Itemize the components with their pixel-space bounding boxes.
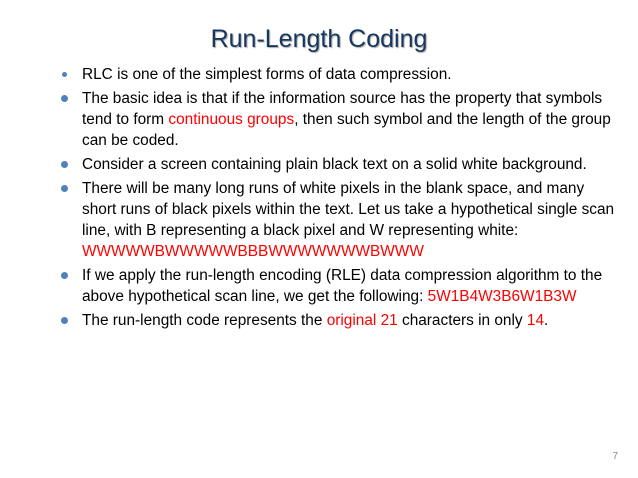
bullet-dot-icon (61, 185, 68, 192)
bullet-text: characters in only (397, 311, 527, 329)
bullet-dot-icon (61, 95, 68, 102)
bullet-text: There will be many long runs of white pixels in the blank space, and many short runs of black pixels within the text. Let us take a hypothetical single scan line, with B representing a black pixel and W representing white: (82, 179, 615, 239)
highlight-text: 14 (526, 311, 545, 329)
bullet-dot-icon (61, 161, 68, 168)
bullet-item (58, 310, 618, 331)
scan-line-text: WWWWWBWWWWWBBBWWWWWWWBWWW (82, 243, 424, 261)
bullet-item (58, 178, 618, 263)
bullet-text: If we apply the run-length encoding (RLE) data compression algorithm to the above hypothetical scan line, we get the following: (82, 266, 603, 306)
bullet-text: , then such symbol and the length of the group can be coded. (82, 110, 611, 150)
bullet-text: RLC is one of the simplest forms of data compression. (82, 66, 452, 83)
page-number: 7 (612, 451, 618, 462)
bullet-list (58, 64, 618, 333)
bullet-dot-icon (61, 272, 68, 279)
bullet-text: The basic idea is that if the information source has the property that symbols tend to form (82, 89, 603, 128)
slide-title: Run-Length Coding (210, 25, 428, 53)
bullet-text: The run-length code represents the (82, 311, 327, 329)
bullet-dot-icon (61, 317, 68, 324)
highlight-text: continuous groups (168, 110, 295, 128)
rle-code-text: 5W1B4W3B6W1B3W (427, 288, 577, 306)
bullet-text: Consider a screen containing plain black text on a solid white background. (82, 155, 587, 173)
bullet-item (58, 64, 618, 85)
highlight-text: original 21 (326, 311, 398, 329)
bullet-text: . (544, 311, 549, 329)
bullet-item (58, 265, 618, 307)
bullet-item (58, 88, 618, 152)
bullet-dot-icon (62, 72, 67, 77)
bullet-item (58, 154, 618, 175)
